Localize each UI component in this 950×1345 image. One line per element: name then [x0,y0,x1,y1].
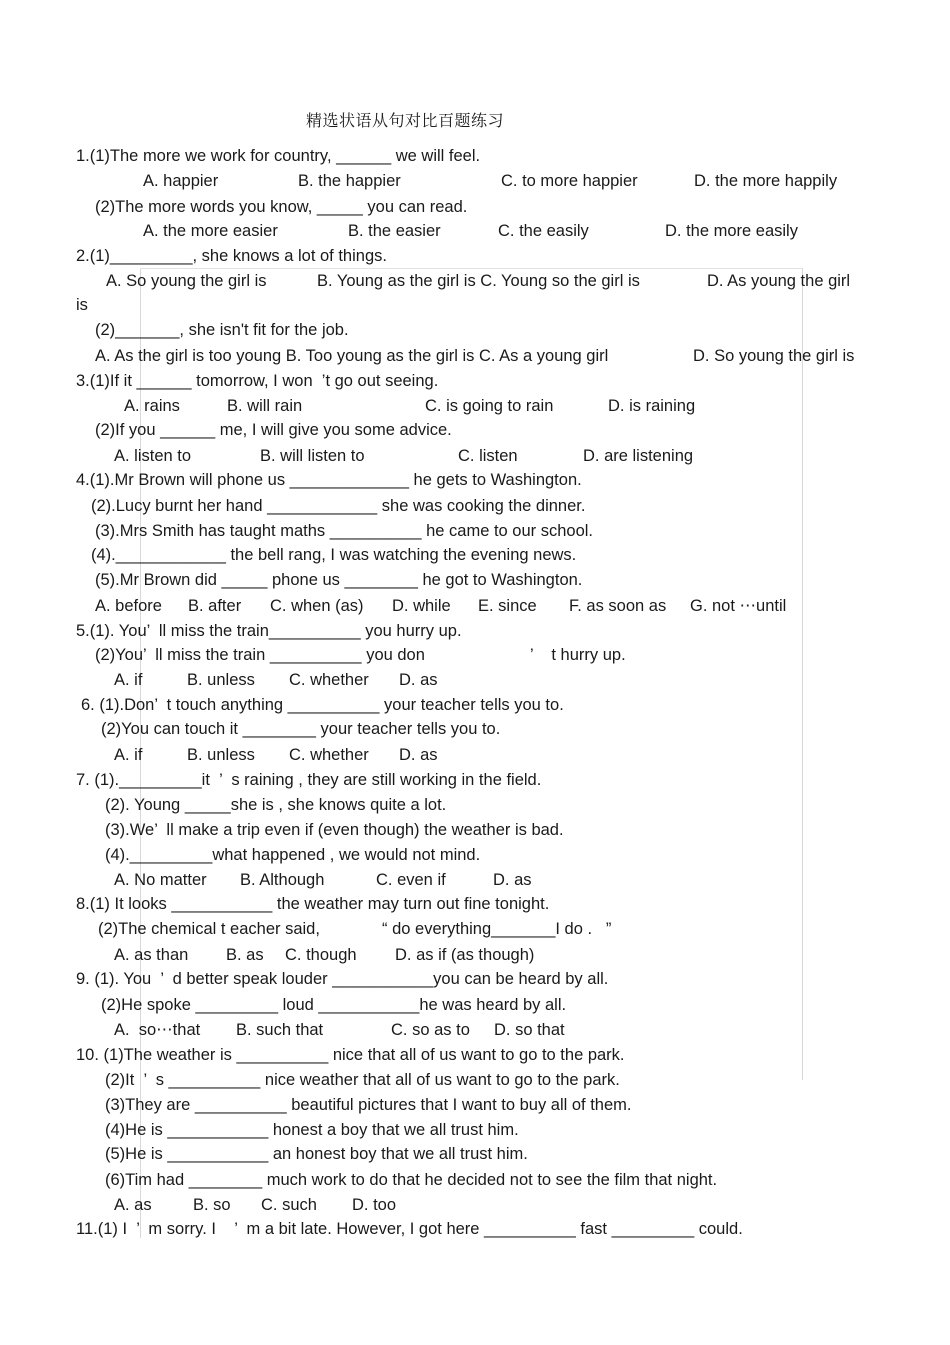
question-line: 7. (1)._________it ’ s raining , they are still working in the field. [76,771,542,789]
option: D. So young the girl is [693,347,855,365]
question-line: (2).Lucy burnt her hand ____________ she was cooking the dinner. [91,497,586,515]
option: C. is going to rain [425,397,554,415]
option: D. the more happily [694,172,838,190]
option: D. as [493,871,532,889]
option: B. as [226,946,264,964]
question-line: ’ t hurry up. [530,646,626,664]
option: C. even if [376,871,446,889]
question-line: (3)They are __________ beautiful pictures that I want to buy all of them. [105,1096,632,1114]
option: B. Although [240,871,325,889]
option: is [76,296,88,314]
option: D. while [392,597,451,615]
option: C. such [261,1196,317,1214]
question-line: (2)He spoke _________ loud ___________he was heard by all. [101,996,567,1014]
option: A. if [114,746,143,764]
scan-artifact-line [140,268,802,269]
option: D. is raining [608,397,696,415]
scan-artifact-line [802,268,803,1080]
option: B. after [188,597,242,615]
option: D. too [352,1196,397,1214]
option: D. as [399,671,438,689]
option: A. the more easier [143,222,278,240]
option: B. the easier [348,222,441,240]
option: C. listen [458,447,518,465]
question-line: (3).Mrs Smith has taught maths __________ he came to our school. [95,522,594,540]
option: B. such that [236,1021,324,1039]
question-line: (2). Young _____she is , she knows quite a lot. [105,796,447,814]
option: B. the happier [298,172,401,190]
question-line: (2)The more words you know, _____ you can read. [95,198,468,216]
option: A. So young the girl is [106,272,267,290]
option: D. so that [494,1021,565,1039]
question-line: (2)You can touch it ________ your teacher tells you to. [101,720,501,738]
option: B. will rain [227,397,303,415]
question-line: (4)He is ___________ honest a boy that we all trust him. [105,1121,519,1139]
option: C. the easily [498,222,589,240]
option: B. unless [187,746,255,764]
option: B. unless [187,671,255,689]
question-line: 10. (1)The weather is __________ nice that all of us want to go to the park. [76,1046,625,1064]
option: C. when (as) [270,597,364,615]
option: B. will listen to [260,447,365,465]
option: D. are listening [583,447,694,465]
option: A. rains [124,397,180,415]
option: A. so⋯that [114,1021,201,1039]
question-line: (5)He is ___________ an honest boy that we all trust him. [105,1145,528,1163]
option: A. as than [114,946,189,964]
option: D. the more easily [665,222,798,240]
question-line: (6)Tim had ________ much work to do that he decided not to see the film that night. [105,1171,718,1189]
option: A. As the girl is too young B. Too young as the girl is C. As a young girl [95,347,609,365]
question-line: (2)_______, she isn't fit for the job. [95,321,349,339]
option: B. so [193,1196,231,1214]
option: D. as [399,746,438,764]
question-line: (5).Mr Brown did _____ phone us ________ he got to Washington. [95,571,583,589]
page-title: 精选状语从句对比百题练习 [306,111,505,130]
option: G. not ⋯until [690,597,787,615]
question-line: 5.(1). You’ ll miss the train__________ you hurry up. [76,622,462,640]
option: D. as if (as though) [395,946,535,964]
option: C. though [285,946,357,964]
question-line: 2.(1)_________, she knows a lot of things. [76,247,387,265]
question-line: 9. (1). You ’ d better speak louder ___________you can be heard by all. [76,970,609,988]
option: A. before [95,597,162,615]
question-line: (4)._________what happened , we would not mind. [105,846,481,864]
question-line: (2)You’ ll miss the train __________ you don [95,646,425,664]
question-line: (2)The chemical t eacher said, [98,920,320,938]
option: D. As young the girl [707,272,851,290]
question-line: “ do everything_______I do . ” [382,920,612,938]
question-line: 11.(1) I ’ m sorry. I ’ m a bit late. However, I got here __________ fast _________ could. [76,1220,743,1238]
question-line: (2)It ’ s __________ nice weather that all of us want to go to the park. [105,1071,620,1089]
question-line: (3).We’ ll make a trip even if (even though) the weather is bad. [105,821,564,839]
question-line: 4.(1).Mr Brown will phone us _____________ he gets to Washington. [76,471,582,489]
option: C. so as to [391,1021,470,1039]
option: A. as [114,1196,152,1214]
option: A. if [114,671,143,689]
option: A. No matter [114,871,207,889]
option: A. listen to [114,447,192,465]
question-line: 6. (1).Don’ t touch anything __________ your teacher tells you to. [81,696,564,714]
option: C. to more happier [501,172,638,190]
question-line: 8.(1) It looks ___________ the weather may turn out fine tonight. [76,895,550,913]
option: F. as soon as [569,597,667,615]
option: B. Young as the girl is C. Young so the girl is [317,272,640,290]
question-line: (4).____________ the bell rang, I was watching the evening news. [91,546,577,564]
option: E. since [478,597,537,615]
question-line: 1.(1)The more we work for country, ______ we will feel. [76,147,481,165]
question-line: 3.(1)If it ______ tomorrow, I won ’t go out seeing. [76,372,439,390]
option: C. whether [289,671,369,689]
option: C. whether [289,746,369,764]
option: A. happier [143,172,219,190]
question-line: (2)If you ______ me, I will give you some advice. [95,421,452,439]
